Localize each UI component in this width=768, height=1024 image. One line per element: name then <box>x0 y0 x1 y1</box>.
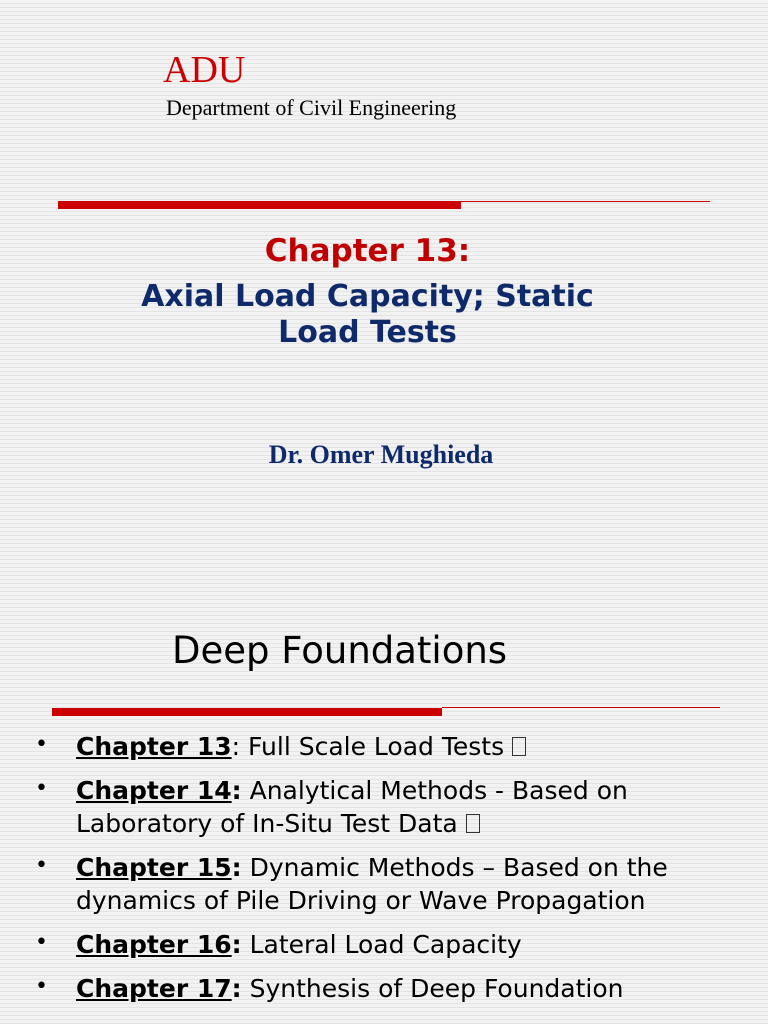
list-item <box>30 774 730 840</box>
list-item <box>30 730 730 763</box>
chapter-heading: Chapter 13: <box>264 233 471 269</box>
red-rule-thick <box>58 201 461 209</box>
content-slide <box>0 512 768 1024</box>
chapter-label: Chapter 16 <box>76 930 232 959</box>
red-rule-thick <box>52 708 442 716</box>
chapter-colon: : <box>231 732 241 761</box>
list-item <box>30 928 730 961</box>
bullet-icon: • <box>35 974 48 999</box>
chapter-label: Chapter 14 <box>76 776 232 805</box>
bullet-icon: • <box>35 732 48 757</box>
chapter-colon: : <box>231 974 242 1003</box>
chapter-description: Full Scale Load Tests <box>240 732 505 761</box>
author-name: Dr. Omer Mughieda <box>268 440 494 469</box>
chapter-colon: : <box>231 930 242 959</box>
chapter-label: Chapter 13 <box>76 732 232 761</box>
list-item <box>30 851 730 917</box>
chapter-description: Dynamic Methods – Based on the dynamics of Pile Driving or Wave Propagation <box>76 853 668 915</box>
bullet-icon: • <box>35 853 48 878</box>
subtitle-line-1: Axial Load Capacity; Static <box>141 279 594 314</box>
chapter-colon: : <box>231 776 242 805</box>
missing-glyph-icon <box>512 737 526 756</box>
chapter-subtitle <box>0 279 735 351</box>
org-name: ADU <box>163 49 246 91</box>
department-name: Department of Civil Engineering <box>166 95 457 120</box>
list-item <box>30 972 730 1005</box>
chapter-description: Analytical Methods - Based on Laboratory of In-Situ Test Data <box>76 776 628 838</box>
chapter-label: Chapter 17 <box>76 974 232 1003</box>
slide-title: Deep Foundations <box>172 629 508 672</box>
bullet-icon: • <box>35 930 48 955</box>
red-rule-thin <box>461 201 710 202</box>
chapter-description: Lateral Load Capacity <box>241 930 522 959</box>
chapter-label: Chapter 15 <box>76 853 232 882</box>
chapter-colon: : <box>231 853 242 882</box>
bullet-icon: • <box>35 776 48 801</box>
subtitle-line-2: Load Tests <box>278 315 457 350</box>
red-rule-thin <box>442 707 720 708</box>
chapter-list <box>30 730 730 1016</box>
missing-glyph-icon <box>466 814 480 833</box>
chapter-description: Synthesis of Deep Foundation <box>241 974 624 1003</box>
